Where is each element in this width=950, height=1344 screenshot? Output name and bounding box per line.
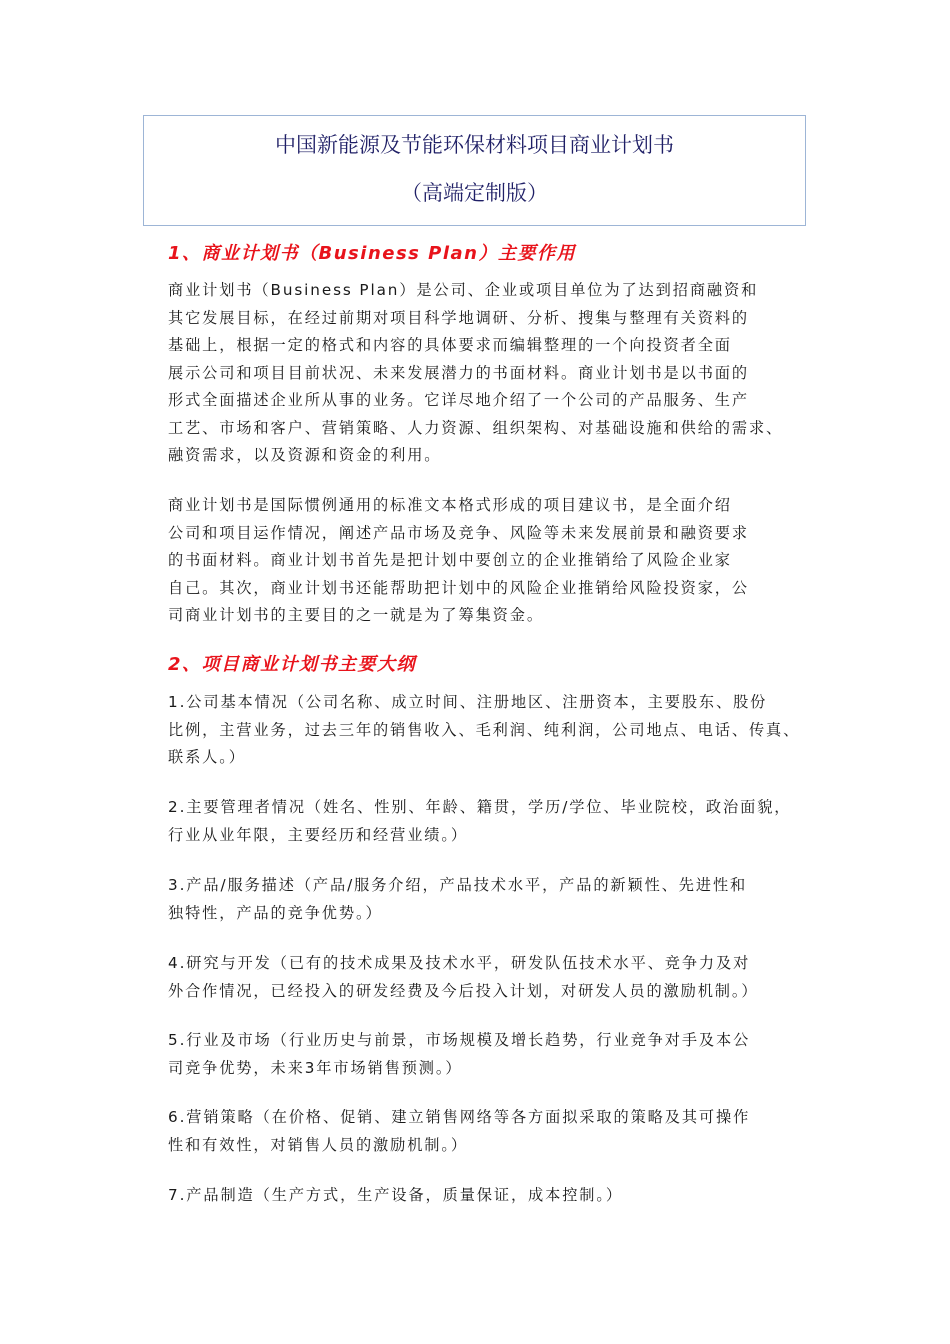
text-line: 的书面材料。商业计划书首先是把计划中要创立的企业推销给了风险企业家 <box>168 551 732 569</box>
title-box <box>143 115 806 226</box>
text-line: 独特性，产品的竞争优势。） <box>168 903 383 922</box>
text-line: 外合作情况，已经投入的研发经费及今后投入计划，对研发人员的激励机制。） <box>168 981 759 1000</box>
text-line: 商业计划书是国际惯例通用的标准文本格式形成的项目建议书，是全面介绍 <box>168 496 732 514</box>
text-line: 比例，主营业务，过去三年的销售收入、毛利润、纯利润，公司地点、电话、传真、 <box>168 720 801 739</box>
outline-item-4 <box>168 950 818 1005</box>
text-line: 展示公司和项目目前状况、未来发展潜力的书面材料。商业计划书是以书面的 <box>168 363 749 382</box>
outline-item-5 <box>168 1027 818 1082</box>
text-line: 司竞争优势，未来3年市场销售预测。） <box>168 1058 463 1077</box>
outline-item-3 <box>168 872 818 927</box>
text-line: 5.行业及市场（行业历史与前景，市场规模及增长趋势，行业竞争对手及本公 <box>168 1031 751 1049</box>
text-line: 工艺、市场和客户、营销策略、人力资源、组织架构、对基础设施和供给的需求、 <box>168 418 784 437</box>
text-line: 其它发展目标，在经过前期对项目科学地调研、分析、搜集与整理有关资料的 <box>168 308 749 327</box>
document-subtitle: （高端定制版） <box>401 181 548 205</box>
section-1-paragraph-2 <box>168 492 818 630</box>
section-heading-1: 1、商业计划书（Business Plan）主要作用 <box>168 243 576 264</box>
text-line: 3.产品/服务描述（产品/服务介绍，产品技术水平，产品的新颖性、先进性和 <box>168 876 748 894</box>
text-line: 基础上，根据一定的格式和内容的具体要求而编辑整理的一个向投资者全面 <box>168 336 732 354</box>
text-line: 2.主要管理者情况（姓名、性别、年龄、籍贯，学历/学位、毕业院校，政治面貌， <box>168 798 792 816</box>
text-line: 4.研究与开发（已有的技术成果及技术水平，研发队伍技术水平、竞争力及对 <box>168 954 751 972</box>
section-heading-2: 2、项目商业计划书主要大纲 <box>168 654 417 675</box>
text-line: 6.营销策略（在价格、促销、建立销售网络等各方面拟采取的策略及其可操作 <box>168 1108 751 1126</box>
text-line: 自己。其次，商业计划书还能帮助把计划中的风险企业推销给风险投资家，公 <box>168 578 749 597</box>
text-line: 融资需求，以及资源和资金的利用。 <box>168 446 442 464</box>
text-line: 1.公司基本情况（公司名称、成立时间、注册地区、注册资本，主要股东、股份 <box>168 693 768 711</box>
outline-item-6 <box>168 1104 818 1159</box>
outline-item-1 <box>168 689 818 772</box>
outline-item-7 <box>168 1182 818 1210</box>
section-1-paragraph-1 <box>168 277 818 470</box>
text-line: 行业从业年限，主要经历和经营业绩。） <box>168 825 468 844</box>
text-line: 联系人。） <box>168 748 246 766</box>
text-line: 公司和项目运作情况，阐述产品市场及竞争、风险等未来发展前景和融资要求 <box>168 523 749 542</box>
text-line: 7.产品制造（生产方式，生产设备，质量保证，成本控制。） <box>168 1186 623 1204</box>
text-line: 性和有效性，对销售人员的激励机制。） <box>168 1135 468 1154</box>
text-line: 司商业计划书的主要目的之一就是为了筹集资金。 <box>168 606 544 624</box>
document-title: 中国新能源及节能环保材料项目商业计划书 <box>275 133 674 157</box>
text-line: 商业计划书（Business Plan）是公司、企业或项目单位为了达到招商融资和 <box>168 281 759 299</box>
outline-item-2 <box>168 794 818 849</box>
text-line: 形式全面描述企业所从事的业务。它详尽地介绍了一个公司的产品服务、生产 <box>168 391 749 409</box>
